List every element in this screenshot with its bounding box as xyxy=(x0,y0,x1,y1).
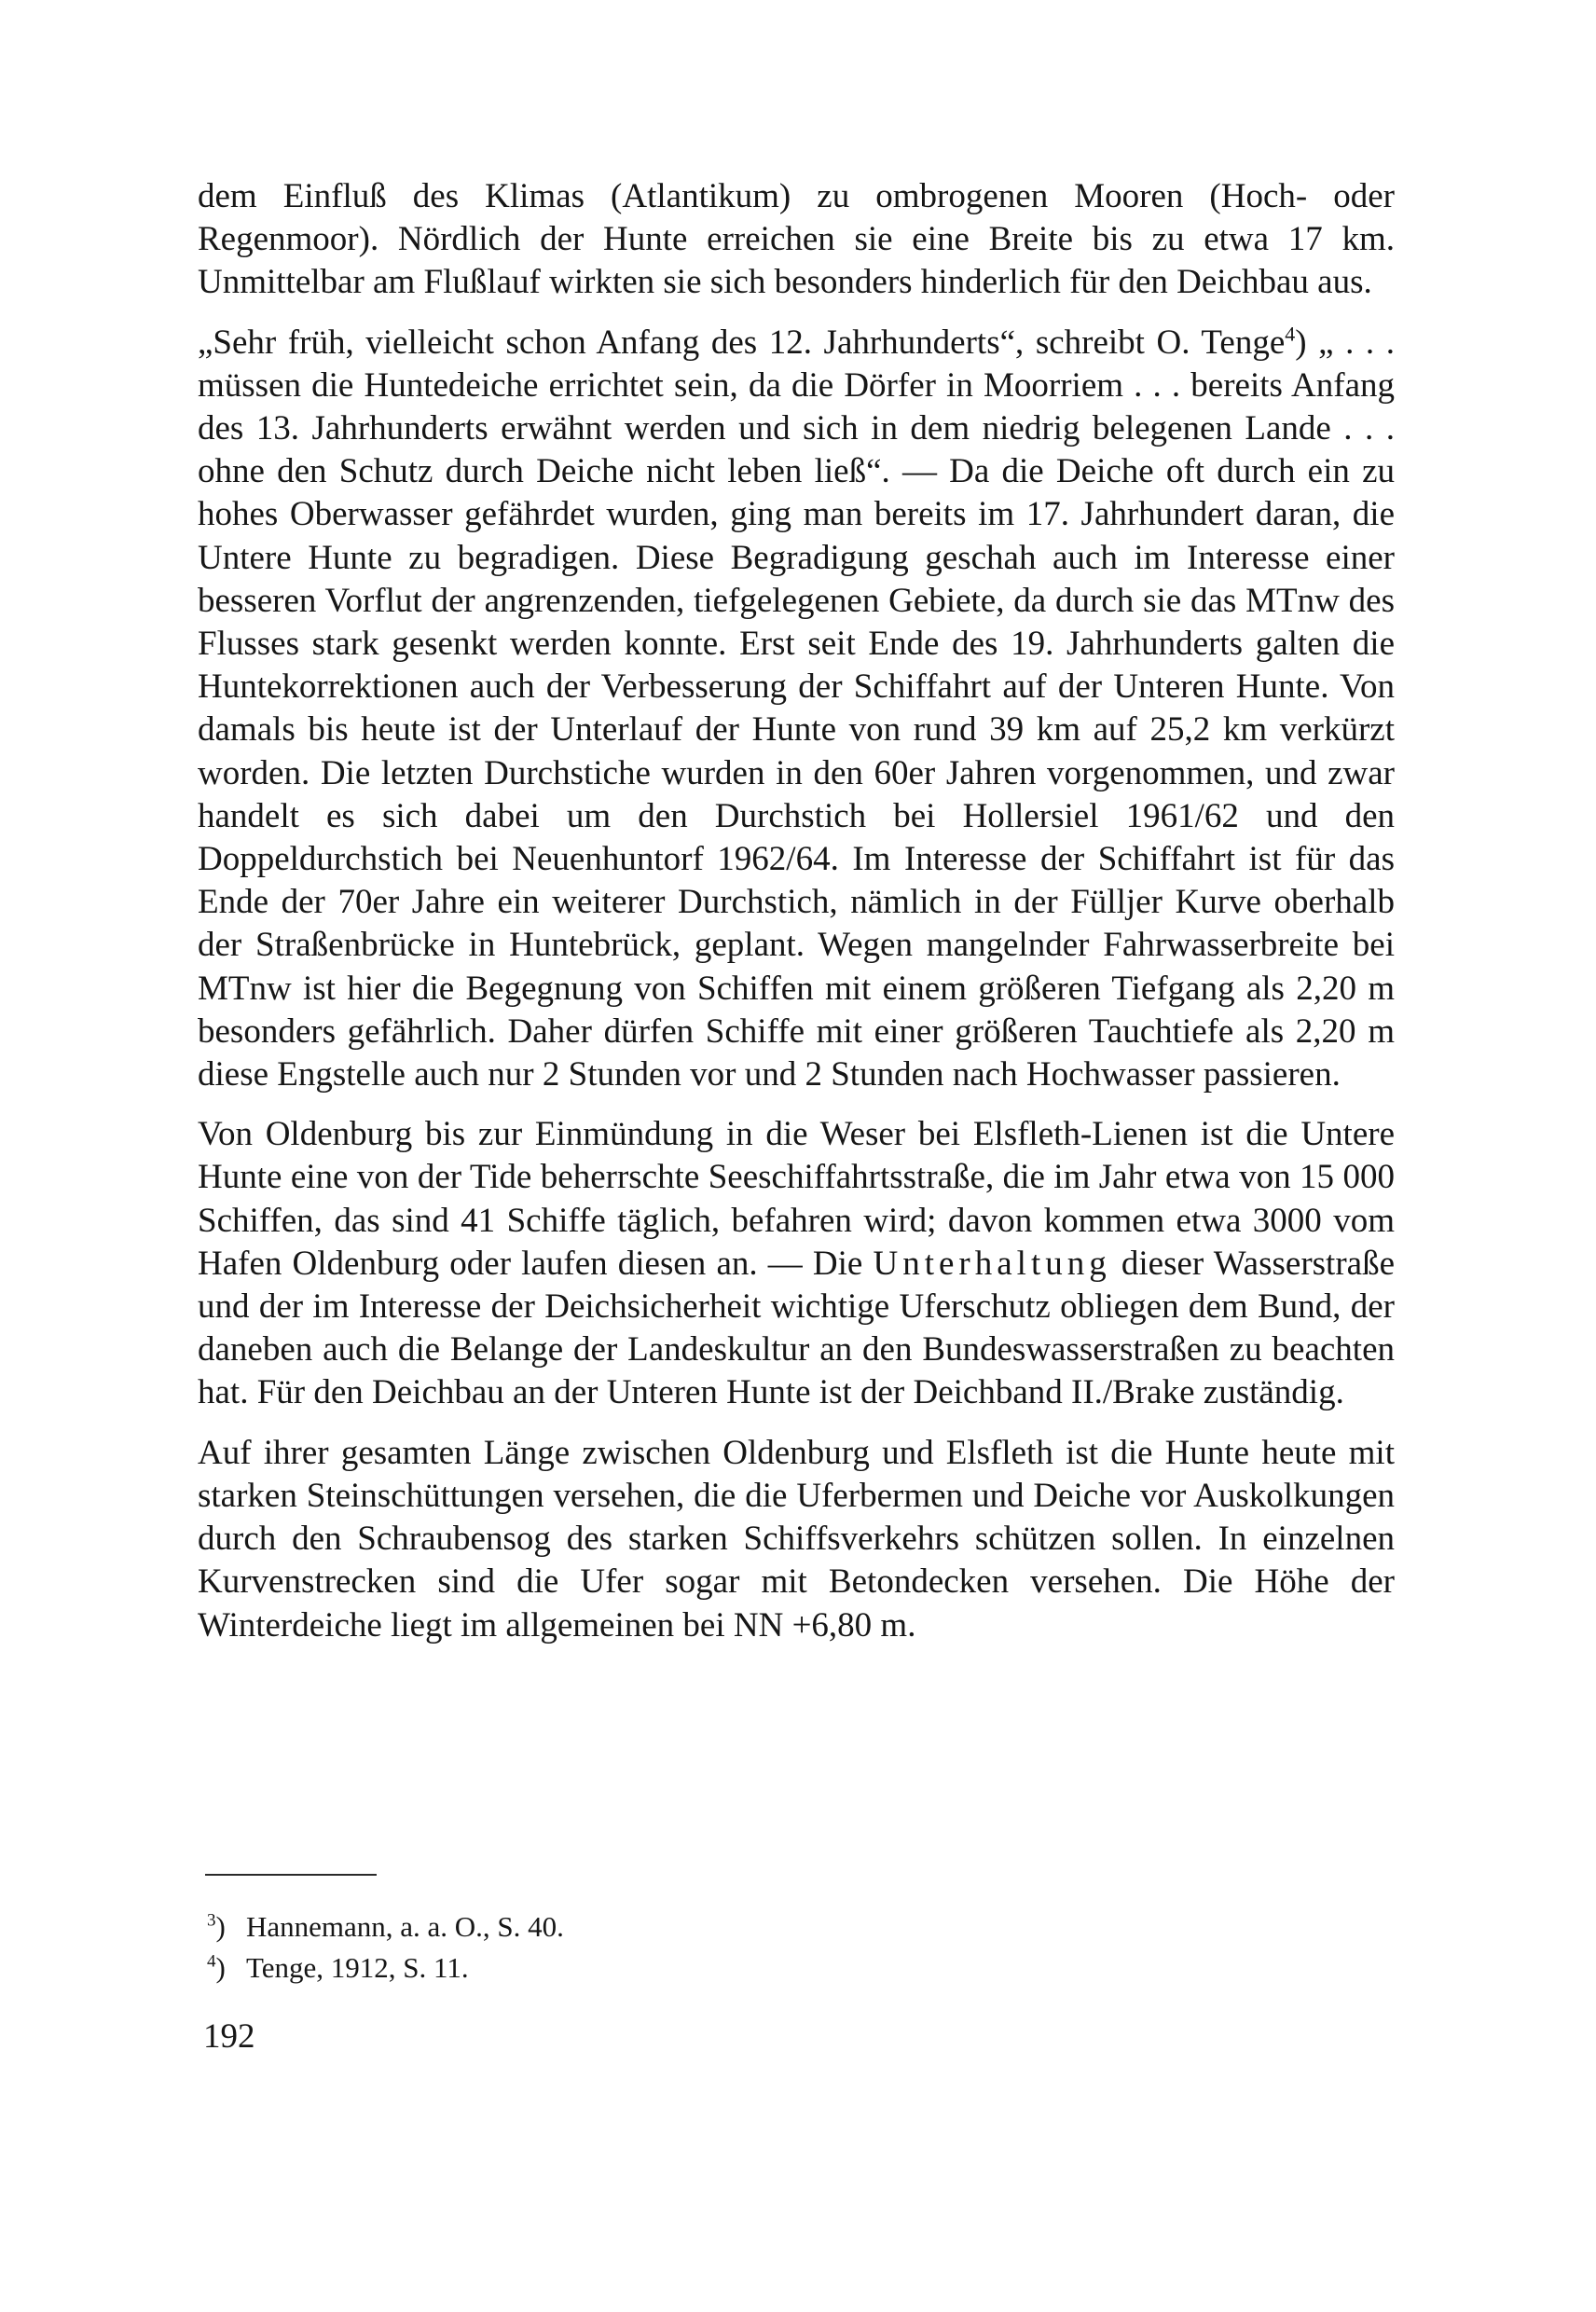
footnote-paren: ) xyxy=(215,1951,226,1984)
paragraph-3-text-rest: dieser Wasserstraße und der im Interesse der Deichsicherheit wichtige Uferschutz obliegen dem Bund, der daneben auch die Belange der Landeskultur an den Bundeswasserstraßen zu beachten hat. Für den Deichbau an der Unteren Hunte ist der Deichband II./Brake zuständig. xyxy=(198,1244,1395,1412)
footnote-marker xyxy=(207,1947,246,1989)
paragraph-4-text: Auf ihrer gesamten Länge zwischen Oldenburg und Elsfleth ist die Hunte heute mit starken Steinschüttungen versehen, die die Uferbermen und Deiche vor Auskolkungen durch den Schraubensog des starken Schiffsverkehrs schützen sollen. In einzelnen Kurvenstrecken sind die Ufer sogar mit Betondecken versehen. Die Höhe der Winterdeiche liegt im allgemeinen bei NN +6,80 m. xyxy=(198,1433,1395,1645)
paragraph-3 xyxy=(198,1113,1395,1414)
emphasized-term: Unterhaltung xyxy=(873,1244,1111,1283)
paragraph-2 xyxy=(198,322,1395,1097)
body-text xyxy=(198,175,1395,1647)
paragraph-1 xyxy=(198,175,1395,305)
paragraph-3-text-start: Von Oldenburg bis zur Einmündung in die Weser bei Elsfleth-Lienen ist die Untere Hunte eine von der Tide beherrschte Seeschiffahrtsstraße, die im Jahr etwa von 15 000 Schiffen, das sind 41 Schiffe täglich, befahren wird; davon kommen etwa 3000 vom Hafen Oldenburg oder laufen diesen an. — Die xyxy=(198,1115,1395,1283)
paragraph-2-text-start: „Sehr früh, vielleicht schon Anfang des 12. Jahrhunderts“, schreibt O. Tenge xyxy=(198,323,1286,362)
footnotes xyxy=(207,1906,1046,1989)
footnote-reference-4: 4 xyxy=(1285,322,1296,346)
page-number: 192 xyxy=(203,2017,255,2056)
footnote-3 xyxy=(207,1906,1046,1947)
footnote-4 xyxy=(207,1947,1046,1989)
footnote-text: Hannemann, a. a. O., S. 40. xyxy=(246,1910,564,1943)
footnote-number: 3 xyxy=(207,1910,216,1931)
footnote-divider xyxy=(205,1874,377,1876)
paragraph-2-text-rest: ) „ . . . müssen die Huntedeiche errichtet sein, da die Dörfer in Moorriem . . . bereits Anfang des 13. Jahrhunderts erwähnt werden und sich in dem niedrig belegenen Lande . . . ohne den Schutz durch Deiche nicht leben ließ“. — Da die Deiche oft durch ein zu hohes Oberwasser gefährdet wurden, ging man bereits im 17. Jahrhundert daran, die Untere Hunte zu begradigen. Diese Begradigung geschah auch im Interesse einer besseren Vorflut der angrenzenden, tiefgelegenen Gebiete, da durch sie das MTnw des Flusses stark gesenkt werden konnte. Erst seit Ende des 19. Jahrhunderts galten die Huntekorrektionen auch der Verbesserung der Schiffahrt auf der Unteren Hunte. Von damals bis heute ist der Unterlauf der Hunte von rund 39 km auf 25,2 km verkürzt worden. Die letzten Durchstiche wurden in den 60er Jahren vorgenommen, und zwar handelt es sich dabei um den Durchstich bei Hollersiel 1961/62 und den Doppeldurchstich bei Neuenhuntorf 1962/64. Im Interesse der Schiffahrt ist für das Ende der 70er Jahre ein weiterer Durchstich, nämlich in der Fülljer Kurve oberhalb der Straßenbrücke in Huntebrück, geplant. Wegen mangelnder Fahrwasserbreite bei MTnw ist hier die Begegnung von Schiffen mit einem größeren Tiefgang als 2,20 m besonders gefährlich. Daher dürfen Schiffe mit einer größeren Tauchtiefe als 2,20 m diese Engstelle auch nur 2 Stunden vor und 2 Stunden nach Hochwasser passieren. xyxy=(198,323,1395,1094)
paragraph-4 xyxy=(198,1432,1395,1647)
footnote-paren: ) xyxy=(215,1910,226,1943)
footnote-number: 4 xyxy=(207,1951,216,1972)
paragraph-1-text: dem Einfluß des Klimas (Atlantikum) zu ombrogenen Mooren (Hoch- oder Regenmoor). Nördlich der Hunte erreichen sie eine Breite bis zu etwa 17 km. Unmittelbar am Flußlauf wirkten sie sich besonders hinderlich für den Deichbau aus. xyxy=(198,177,1395,302)
footnote-text: Tenge, 1912, S. 11. xyxy=(246,1951,469,1984)
footnote-marker xyxy=(207,1906,246,1947)
